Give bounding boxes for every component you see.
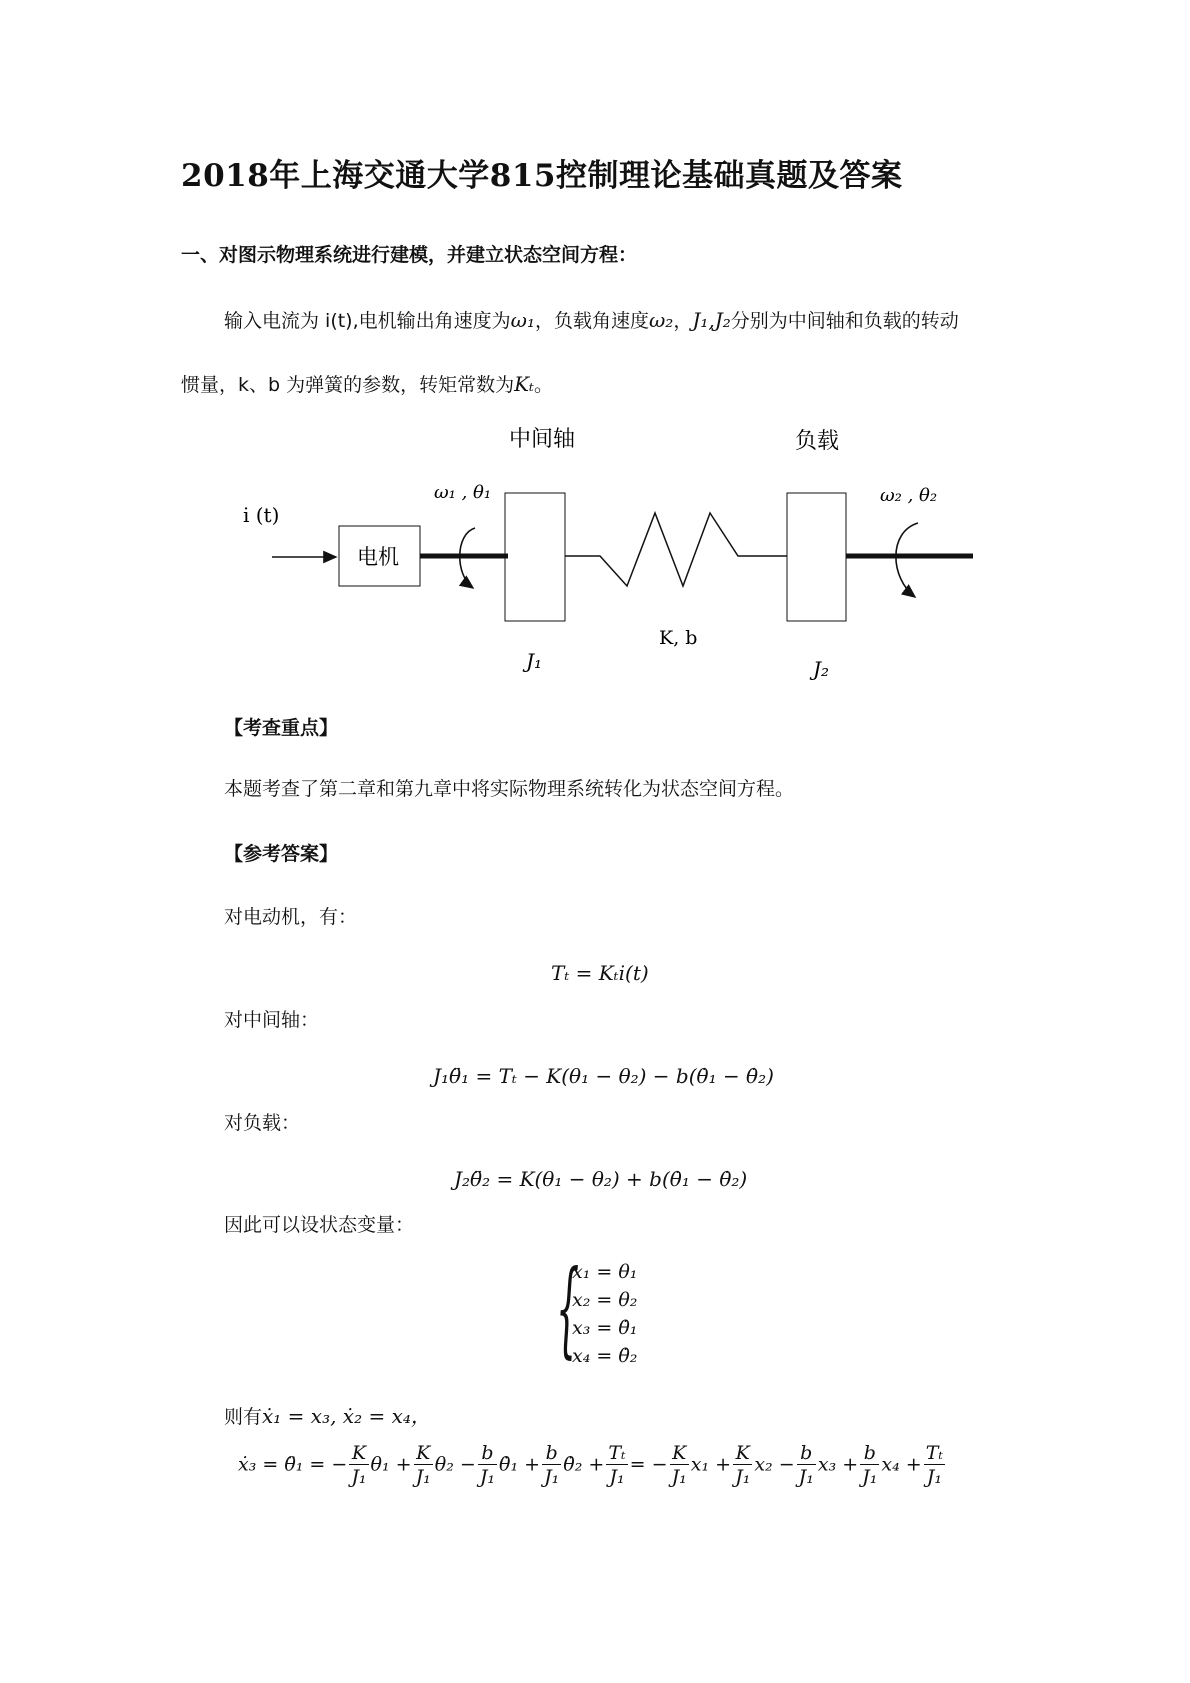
eq-part: x₃ + xyxy=(817,1453,859,1476)
fraction-k-j1: $\frac{K}{\text{J₁}}$ xyxy=(735,1442,751,1488)
kt-symbol: Kₜ xyxy=(514,372,534,396)
shaft-label: 中间轴 xyxy=(509,427,576,452)
fraction-k-j1: $\frac{K}{\text{J₁}}$ xyxy=(671,1442,687,1488)
load-label: 负载 xyxy=(795,429,840,454)
system-diagram xyxy=(0,410,1190,700)
j2-block xyxy=(787,493,846,621)
key-points-heading: 【考查重点】 xyxy=(224,717,339,739)
fraction-tt-j1: $\frac{\text{Tₜ}}{\text{J₁}}$ xyxy=(925,1442,944,1488)
eq-part: ẋ₃ = θ̈₁ = − xyxy=(238,1453,348,1476)
equation-x3dot xyxy=(238,1442,947,1489)
eq-part: x₂ − xyxy=(754,1453,795,1476)
state-intro: 因此可以设状态变量： xyxy=(224,1214,415,1236)
eq-part: θ̇₂ + xyxy=(563,1453,605,1476)
rotation-arrow-2-icon xyxy=(896,523,918,597)
j2-label: J₂ xyxy=(813,657,830,681)
intro-text: 输入电流为 i(t),电机输出角速度为 xyxy=(224,310,511,332)
answer-heading: 【参考答案】 xyxy=(224,843,339,865)
fraction-tt-j1: $\frac{\text{Tₜ}}{\text{J₁}}$ xyxy=(608,1442,626,1488)
omega2-theta2-label: ω₂ , θ₂ xyxy=(880,485,938,506)
eq-part: θ̇₁ + xyxy=(499,1453,541,1476)
spring-params-label: K, b xyxy=(659,627,698,649)
question-heading: 一、对图示物理系统进行建模，并建立状态空间方程： xyxy=(181,244,638,266)
state-row: x₃ = θ̇₁ xyxy=(572,1317,638,1339)
key-points-text: 本题考查了第二章和第九章中将实际物理系统转化为状态空间方程。 xyxy=(224,778,795,800)
eq-part: x₁ + xyxy=(690,1453,732,1476)
equation-load: J₂θ̈₂ = K(θ₁ − θ₂) + b(θ̇₁ − θ̇₂) xyxy=(454,1167,748,1191)
then-text: 则有 xyxy=(224,1406,263,1428)
inertia-symbols: J₁,J₂ xyxy=(692,308,731,332)
fraction-b-j1: $\frac{b}{\text{J₁}}$ xyxy=(479,1442,496,1488)
spring xyxy=(565,513,787,586)
fraction-b-j1: $\frac{b}{\text{J₁}}$ xyxy=(798,1442,814,1488)
intro-line-2 xyxy=(181,370,553,397)
eq-part: x₄ + xyxy=(881,1453,922,1476)
derivative-line xyxy=(224,1400,431,1429)
state-row: x₂ = θ₂ xyxy=(572,1289,638,1311)
eq-part: = − xyxy=(629,1453,668,1476)
shaft-intro: 对中间轴： xyxy=(224,1009,320,1031)
equation-motor: Tₜ = Kₜi(t) xyxy=(551,961,649,985)
state-rows xyxy=(572,1258,637,1370)
intro-text: 。 xyxy=(533,374,553,396)
intro-text: ， xyxy=(673,310,693,332)
page-title: 2018年上海交通大学815控制理论基础真题及答案 xyxy=(181,158,903,194)
brace-icon: { xyxy=(556,1247,580,1369)
omega1-theta1-label: ω₁ , θ₁ xyxy=(434,482,492,503)
intro-text: 分别为中间轴和负载的转动 xyxy=(730,310,959,332)
intro-text: ，负载角速度 xyxy=(534,310,649,332)
omega2-symbol: ω₂ xyxy=(648,308,674,332)
motor-label: 电机 xyxy=(357,545,399,569)
fraction-k-j1: $\frac{K}{\text{J₁}}$ xyxy=(415,1442,431,1488)
load-intro: 对负载： xyxy=(224,1112,301,1134)
fraction-b-j1: $\frac{b}{\text{J₁}}$ xyxy=(544,1442,560,1488)
intro-text: 惯量，k、b 为弹簧的参数，转矩常数为 xyxy=(181,374,515,396)
motor-intro: 对电动机，有： xyxy=(224,906,358,928)
state-row: x₄ = θ̇₂ xyxy=(572,1345,638,1367)
derivative-equations: ẋ₁ = x₃, ẋ₂ = x₄， xyxy=(262,1404,431,1428)
equation-shaft: J₁θ̈₁ = Tₜ − K(θ₁ − θ₂) − b(θ̇₁ − θ̇₂) xyxy=(433,1064,774,1088)
eq-part: θ₂ − xyxy=(434,1453,476,1476)
fraction-k-j1: $\frac{K}{\text{J₁}}$ xyxy=(351,1442,367,1488)
intro-line-1 xyxy=(224,306,959,333)
state-row: x₁ = θ₁ xyxy=(572,1261,638,1283)
input-label: i (t) xyxy=(243,503,280,527)
omega1-symbol: ω₁ xyxy=(510,308,535,332)
j1-block xyxy=(505,493,565,621)
j1-label: J₁ xyxy=(526,649,543,673)
fraction-b-j1: $\frac{b}{\text{J₁}}$ xyxy=(862,1442,878,1488)
eq-part: θ₁ + xyxy=(370,1453,412,1476)
